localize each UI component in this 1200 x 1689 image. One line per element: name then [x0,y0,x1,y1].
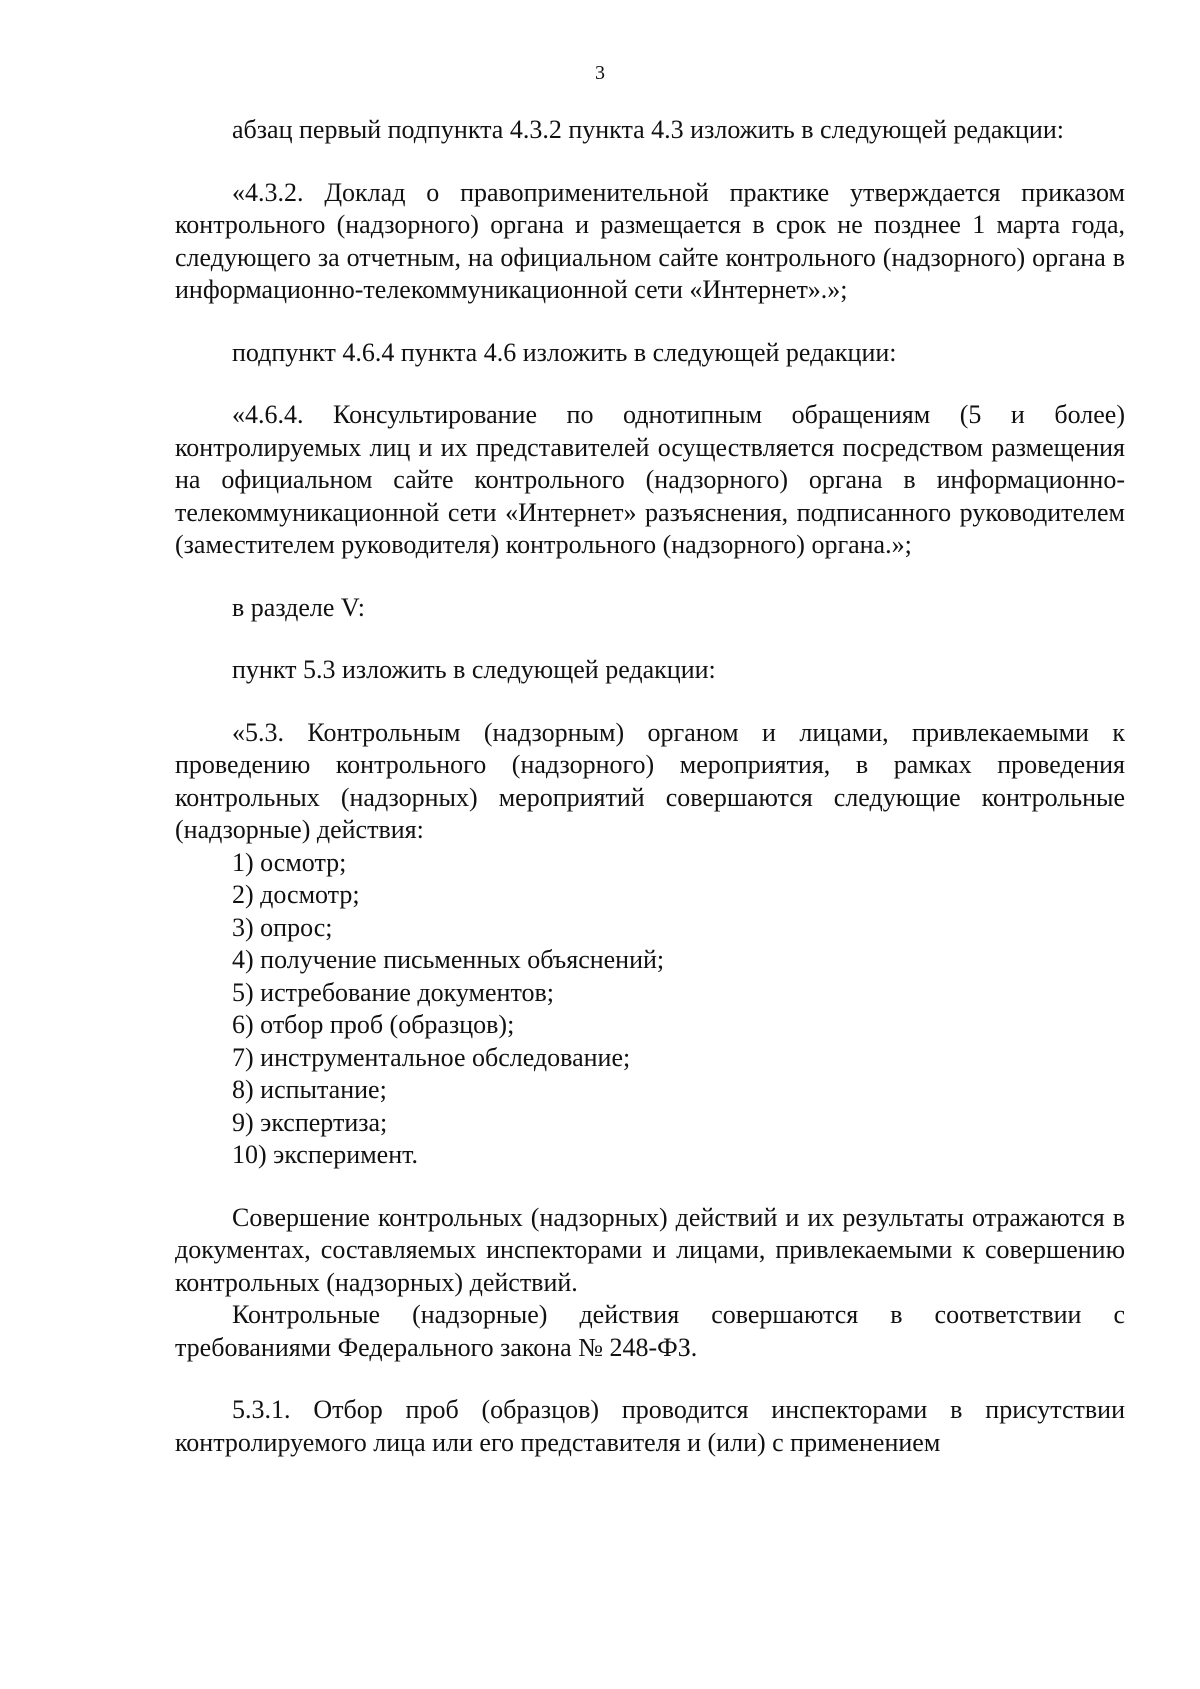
document-body [175,114,1125,1459]
page-number: 3 [595,62,605,84]
list-item: 1) осмотр; [232,847,347,877]
list-item: 6) отбор проб (образцов); [232,1010,515,1039]
paragraph-5-3-text: «5.3. Контрольным (надзорным) органом и лицами, привлекаемыми к проведению контрольного (надзорного) мероприятия, в рамках проведения контрольных (надзорных) мероприятий совершаются следующие контрольные (надзорные) действия: [175,717,1125,844]
list-item: 10) эксперимент. [232,1140,419,1169]
paragraph-amend-5-3-intro: пункт 5.3 изложить в следующей редакции: [232,655,716,684]
list-item: 8) испытание; [232,1075,387,1104]
paragraph-section-v: в разделе V: [232,592,365,622]
paragraph-amend-4-6-4-intro: подпункт 4.6.4 пункта 4.6 изложить в следующей редакции: [232,337,897,367]
paragraph-actions-compliance: Контрольные (надзорные) действия совершаются в соответствии с требованиями Федерального закона № 248-ФЗ. [175,1300,1125,1362]
list-item: 4) получение письменных объяснений; [232,945,665,974]
list-item: 5) истребование документов; [232,977,554,1007]
list-item: 7) инструментальное обследование; [232,1042,631,1072]
paragraph-amend-4-3-2-intro: абзац первый подпункта 4.3.2 пункта 4.3 изложить в следующей редакции: [232,115,1064,144]
control-actions-list [175,847,1125,1172]
list-item: 3) опрос; [232,912,333,942]
paragraph-4-6-4-text: «4.6.4. Консультирование по однотипным обращениям (5 и более) контролируемых лиц и их представителей осуществляется посредством размещения на официальном сайте контрольного (надзорного) органа в информационно-телекоммуникационной сети «Интернет» разъяснения, подписанного руководителем (заместителем руководителя) контрольного (надзорного) органа.»; [175,400,1125,559]
paragraph-5-3-1-text: 5.3.1. Отбор проб (образцов) проводится инспекторами в присутствии контролируемого лица или его представителя и (или) с применением [175,1395,1125,1457]
list-item: 2) досмотр; [232,880,360,909]
list-item: 9) экспертиза; [232,1107,388,1137]
paragraph-4-3-2-text: «4.3.2. Доклад о правоприменительной практике утверждается приказом контрольного (надзорного) органа и размещается в срок не позднее 1 марта года, следующего за отчетным, на официальном сайте контрольного (надзорного) органа в информационно-телекоммуникационной сети «Интернет».»; [175,177,1125,304]
paragraph-actions-results: Совершение контрольных (надзорных) действий и их результаты отражаются в документах, составляемых инспекторами и лицами, привлекаемыми к совершению контрольных (надзорных) действий. [175,1202,1125,1297]
